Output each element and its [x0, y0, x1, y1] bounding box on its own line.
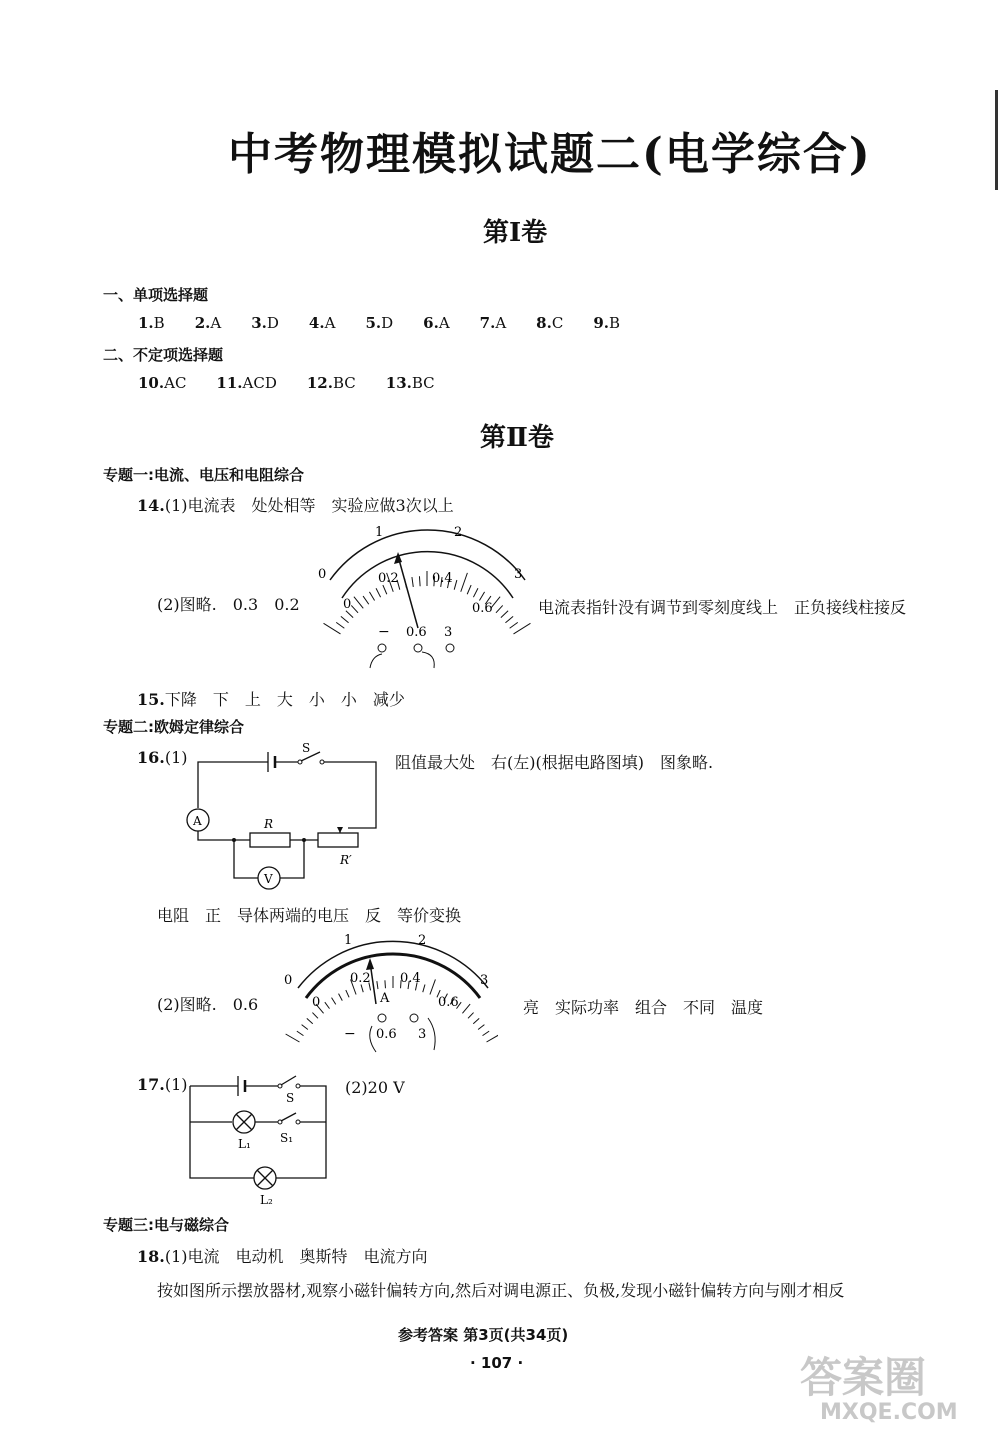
multi-answer-3 [307, 374, 356, 392]
bottom-label-3: 0.6 [472, 601, 493, 616]
multi-answer-4 [386, 374, 435, 392]
answer-letter: A [438, 314, 450, 332]
l2-label: L₂ [260, 1193, 273, 1207]
m2-bottom-label-2: 0.4 [400, 971, 421, 986]
q15-text: 下降 下 上 大 小 小 减少 [164, 690, 405, 709]
question-number: 7. [479, 314, 496, 332]
single-answer-3 [251, 314, 279, 332]
watermark-url: MXQE.COM [820, 1400, 958, 1425]
q16-part1-label: (1) [164, 748, 188, 767]
answer-letter: D [381, 314, 394, 332]
page-title: 中考物理模拟试题二(电学综合) [228, 129, 872, 180]
page-number: · 107 · [470, 1354, 524, 1372]
answer-letter: A [210, 314, 222, 332]
q17-part1-label: (1) [164, 1075, 188, 1094]
question-number: 13. [385, 374, 412, 392]
bottom-label-1: 0.2 [378, 571, 399, 586]
q14-part1-text: (1)电流表 处处相等 实验应做3次以上 [164, 496, 454, 515]
terminal-3: 3 [444, 625, 453, 640]
resistor-label: R [264, 817, 274, 831]
q18-part2: 按如图所示摆放器材,观察小磁针偏转方向,然后对调电源正、负极,发现小磁针偏转方向与刚才相反 [157, 1281, 845, 1300]
answer-letter: D [266, 314, 279, 332]
topic-1-heading: 专题一:电流、电压和电阻综合 [103, 466, 304, 484]
m2-terminal-3: 3 [418, 1027, 427, 1042]
terminal-0.6: 0.6 [406, 625, 427, 640]
q15-answer [137, 687, 405, 710]
rheostat-label: R′ [340, 853, 352, 867]
needle [398, 556, 418, 628]
single-answer-2 [195, 314, 222, 332]
bottom-label-0: 0 [343, 597, 352, 612]
question-number: 12. [306, 374, 333, 392]
q18-part1 [137, 1244, 428, 1267]
answer-letter: B [609, 314, 621, 332]
ammeter-dial-2 [278, 926, 498, 1056]
footer-answer-page: 参考答案 第3页(共34页) [398, 1326, 569, 1344]
single-answer-7 [480, 314, 507, 332]
single-choice-answers [138, 314, 650, 332]
circuit-diagram-17 [180, 1070, 340, 1210]
question-number: 9. [593, 314, 609, 332]
single-answer-4 [309, 314, 336, 332]
volume-2-heading: 第Ⅱ卷 [480, 423, 554, 453]
question-number: 2. [194, 314, 211, 332]
s1-label: S₁ [280, 1131, 294, 1145]
ammeter-label: A [193, 814, 202, 828]
edge-mark [995, 90, 998, 190]
circuit-diagram-16 [180, 740, 390, 890]
terminal-minus: − [378, 624, 390, 640]
m2-top-label-2: 2 [418, 933, 427, 948]
q17-number: 17. [137, 1075, 165, 1094]
single-answer-5 [365, 314, 393, 332]
answer-letter: C [551, 314, 564, 332]
answer-letter: B [153, 314, 165, 332]
answer-letter: AC [164, 374, 187, 392]
question-number: 10. [138, 374, 165, 392]
m2-terminal-0.6: 0.6 [376, 1027, 397, 1042]
top-label-2: 2 [454, 525, 463, 540]
section-multi-choice: 二、不定项选择题 [103, 346, 224, 364]
q16-part2-answer: 亮 实际功率 组合 不同 温度 [523, 998, 764, 1017]
question-number: 6. [423, 314, 439, 332]
top-label-0: 0 [318, 567, 327, 582]
question-number: 4. [308, 314, 325, 332]
top-label-1: 1 [375, 525, 384, 540]
m2-bottom-label-3: 0.6 [438, 995, 459, 1010]
m2-top-label-1: 1 [344, 933, 353, 948]
q14-part2-reason: 电流表指针没有调节到零刻度线上 正负接线柱接反 [538, 598, 907, 617]
q16-concept-line: 电阻 正 导体两端的电压 反 等价变换 [157, 906, 462, 925]
q16-part2: (2)图略. 0.6 [157, 995, 259, 1014]
question-number: 11. [216, 374, 243, 392]
ammeter-dial-1 [310, 518, 540, 678]
s-label: S [286, 1091, 295, 1105]
answer-letter: ACD [242, 374, 277, 392]
answer-letter: A [495, 314, 507, 332]
q14-part1 [137, 493, 454, 516]
top-label-3: 3 [514, 567, 523, 582]
question-number: 8. [536, 314, 552, 332]
m2-bottom-label-0: 0 [312, 995, 321, 1010]
m2-bottom-label-1: 0.2 [350, 971, 371, 986]
l1-label: L₁ [238, 1137, 251, 1151]
m2-top-label-0: 0 [284, 973, 293, 988]
single-answer-8 [536, 314, 563, 332]
m2-terminal-minus: − [344, 1026, 356, 1042]
q18-part1-text: (1)电流 电动机 奥斯特 电流方向 [164, 1247, 428, 1266]
question-number: 5. [365, 314, 382, 332]
topic-2-heading: 专题二:欧姆定律综合 [103, 718, 244, 736]
multi-answer-1 [138, 374, 186, 392]
q16-part1-answer: 阻值最大处 右(左)(根据电路图填) 图象略. [395, 753, 714, 772]
single-answer-6 [423, 314, 450, 332]
q14-number: 14. [137, 496, 165, 515]
multi-answer-2 [216, 374, 276, 392]
answer-letter: BC [332, 374, 356, 392]
voltmeter-label: V [264, 872, 273, 886]
answer-letter: BC [411, 374, 435, 392]
m2-top-label-3: 3 [480, 973, 489, 988]
section-single-choice: 一、单项选择题 [103, 286, 209, 304]
q14-part2: (2)图略. 0.3 0.2 [157, 595, 300, 614]
topic-3-heading: 专题三:电与磁综合 [103, 1216, 229, 1234]
question-number: 1. [138, 314, 154, 332]
single-answer-1 [138, 314, 165, 332]
q18-number: 18. [137, 1247, 165, 1266]
switch-label: S [302, 741, 311, 755]
multi-choice-answers [138, 374, 465, 392]
needle-label: A [380, 991, 390, 1006]
single-answer-9 [593, 314, 620, 332]
q15-number: 15. [137, 690, 165, 709]
q17-part2: (2)20 V [345, 1078, 405, 1097]
q16-number: 16. [137, 748, 165, 767]
bottom-label-2: 0.4 [432, 571, 453, 586]
watermark-logo: 答案圈 [800, 1353, 927, 1402]
volume-1-heading: 第Ⅰ卷 [483, 218, 548, 248]
question-number: 3. [251, 314, 267, 332]
answer-letter: A [324, 314, 336, 332]
